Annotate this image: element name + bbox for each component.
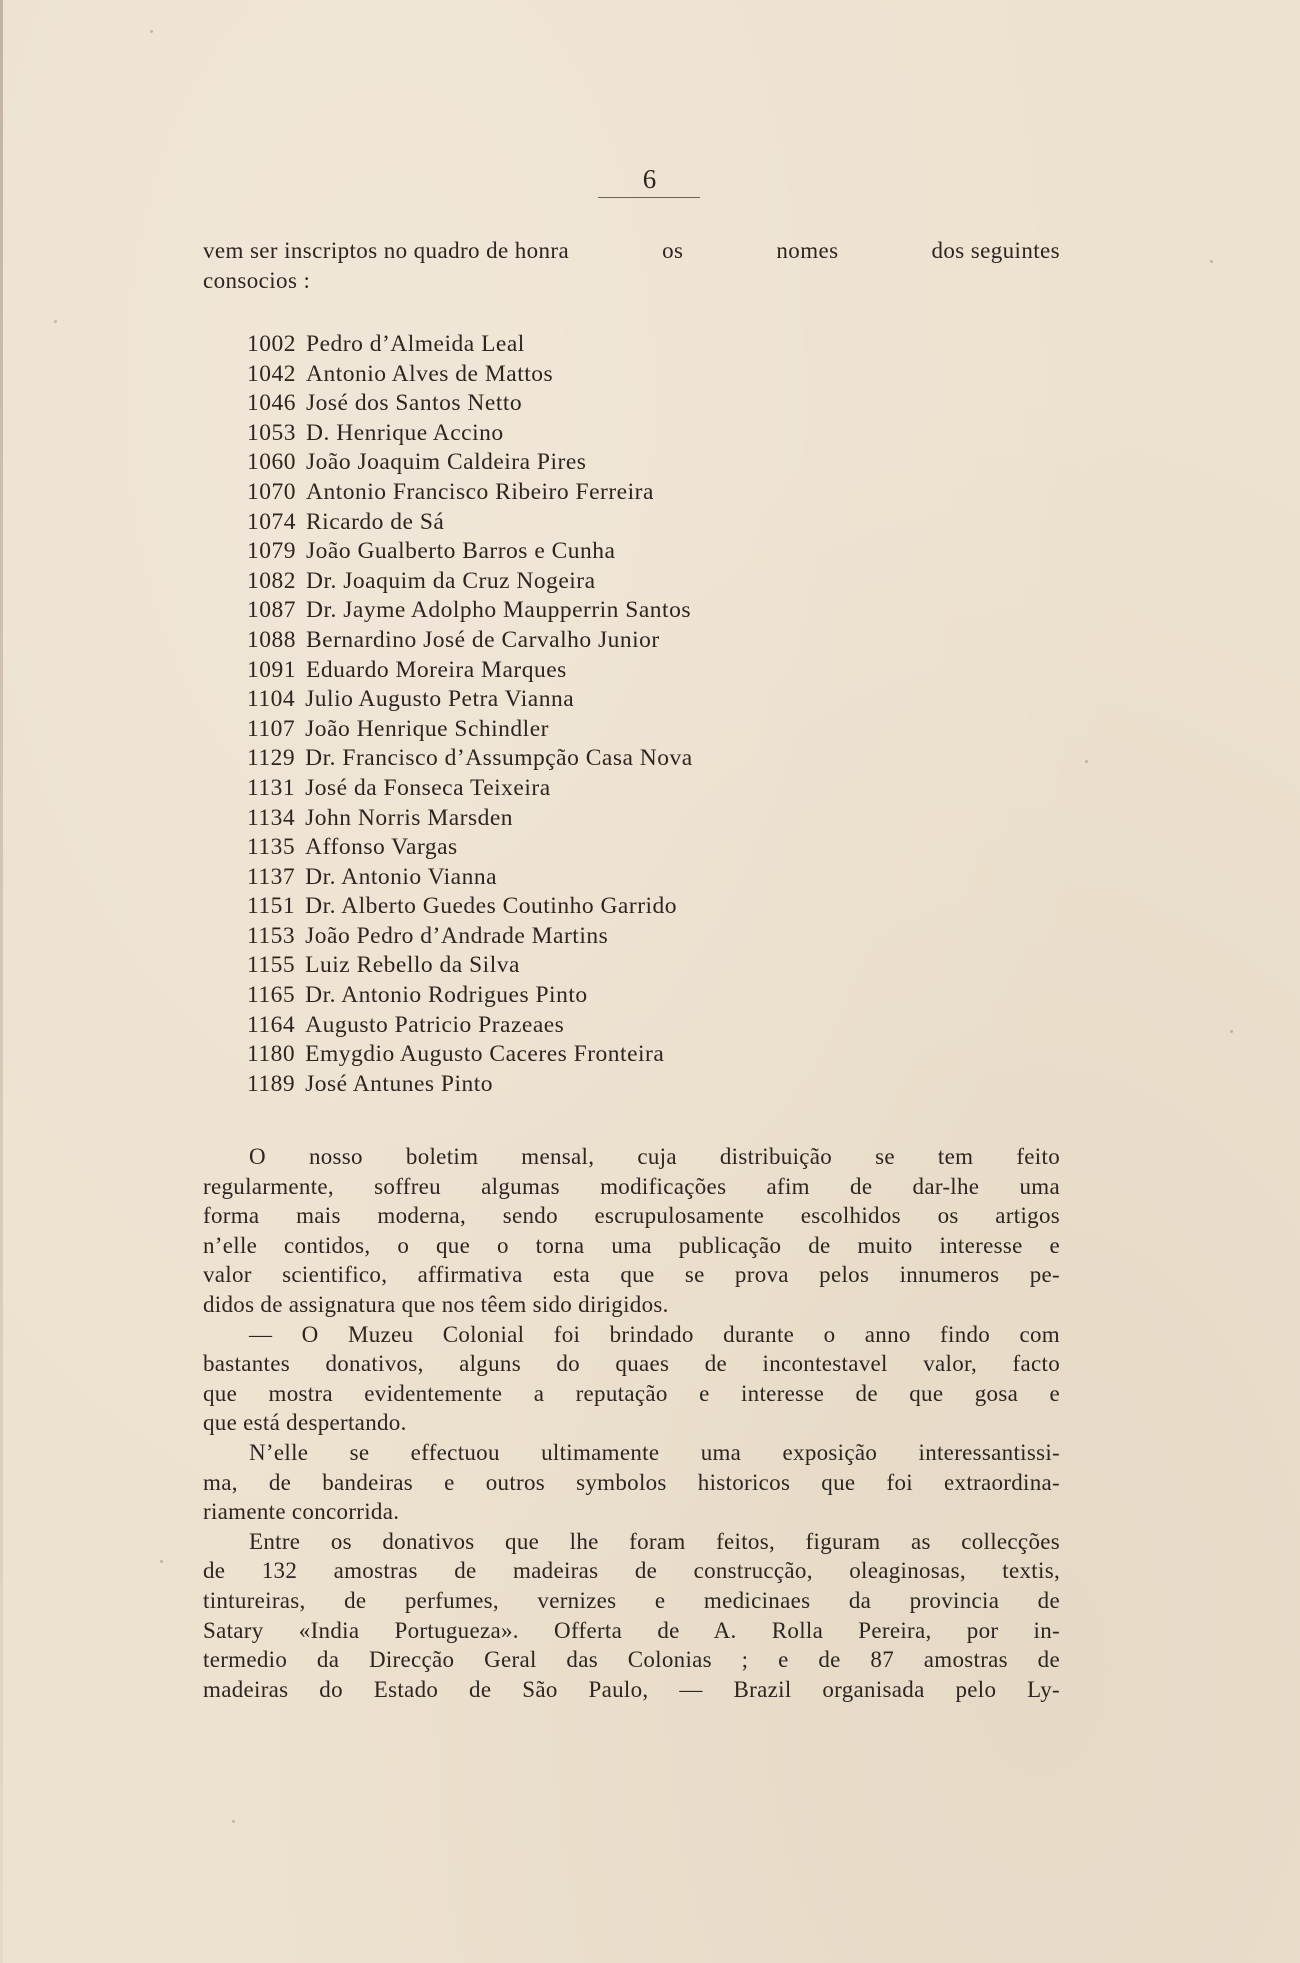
intro-line-1 [203,236,1060,266]
honour-roll-entry [247,774,947,804]
member-name: Eduardo Moreira Marques [306,656,567,683]
text-line: didos de assignatura que nos têem sido dirigidos. [203,1291,669,1317]
member-number: 1129 [247,745,296,772]
honour-roll-entry [247,448,947,478]
member-name: José dos Santos Netto [306,390,523,417]
honour-roll-entry [247,1070,947,1100]
intro-word-group: os [662,238,684,263]
honour-roll-entry [247,1040,947,1070]
honour-roll-entry [247,863,947,893]
text-line: Entre os donativos que lhe foram feitos, figuram as collecções [249,1528,1060,1554]
honour-roll-entry [247,478,947,508]
member-number: 1151 [247,893,296,920]
text-line: riamente concorrida. [203,1499,400,1525]
member-number: 1082 [247,567,296,594]
member-name: Dr. Joaquim da Cruz Nogeira [306,567,596,594]
text-line: madeiras do Estado de São Paulo, — Brazil organisada pelo Ly- [203,1676,1060,1702]
member-number: 1042 [247,360,296,387]
member-name: Emygdio Augusto Caceres Fronteira [305,1041,665,1068]
member-number: 1104 [247,686,296,713]
honour-roll-entry [247,892,947,922]
honour-roll-entry [247,508,947,538]
member-name: Dr. Jayme Adolpho Maupperrin Santos [306,597,691,624]
member-name: Antonio Alves de Mattos [306,360,554,387]
member-number: 1074 [247,508,296,535]
honour-roll-entry [247,389,947,419]
member-name: Dr. Antonio Vianna [305,863,498,890]
honour-roll-entry [247,744,947,774]
member-number: 1134 [247,804,296,831]
member-number: 1060 [247,449,296,476]
honour-roll-entry [247,981,947,1011]
text-line: bastantes donativos, alguns do quaes de incontestavel valor, facto [203,1351,1060,1377]
intro-word-group: nomes [776,238,839,263]
member-number: 1002 [247,331,296,357]
text-line: tintureiras, de perfumes, vernizes e medicinaes da provincia de [203,1587,1060,1613]
member-name: Ricardo de Sá [306,508,445,535]
honour-roll-entry [247,360,947,390]
member-name: Pedro d’Almeida Leal [306,331,525,357]
text-line: — O Muzeu Colonial foi brindado durante o anno findo com [249,1321,1060,1347]
member-number: 1180 [247,1041,296,1068]
member-number: 1088 [247,626,296,653]
member-name: José da Fonseca Teixeira [305,774,551,801]
intro-paragraph [203,236,1060,296]
member-number: 1189 [247,1070,296,1097]
member-name: João Gualberto Barros e Cunha [306,538,616,565]
page-number-rule [598,197,700,198]
text-line: valor scientifico, affirmativa esta que se prova pelos innumeros pe- [203,1262,1060,1288]
honour-roll-entry [247,685,947,715]
member-name: José Antunes Pinto [305,1070,494,1097]
intro-line-2: consocios : [203,268,311,293]
member-name: João Henrique Schindler [305,715,549,742]
honour-roll-entry [247,537,947,567]
page-edge-shadow [0,0,3,1963]
honour-roll-entry [247,1011,947,1041]
honour-roll-entry [247,951,947,981]
member-name: Affonso Vargas [305,834,458,861]
member-name: Bernardino José de Carvalho Junior [306,626,660,653]
honour-roll-entry [247,596,947,626]
body-paragraphs [203,1142,1060,1704]
member-number: 1046 [247,390,296,417]
member-number: 1155 [247,952,296,979]
text-line: n’elle contidos, o que o torna uma publicação de muito interesse e [203,1232,1060,1258]
member-name: D. Henrique Accino [306,419,504,446]
member-number: 1107 [247,715,296,742]
member-name: João Pedro d’Andrade Martins [305,922,609,949]
text-line: forma mais moderna, sendo escrupulosamente escolhidos os artigos [203,1203,1060,1229]
text-line: que está despertando. [203,1410,407,1436]
text-line: Satary «India Portugueza». Offerta de A. Rolla Pereira, por in- [203,1617,1060,1643]
member-number: 1131 [247,774,296,801]
member-name: Dr. Alberto Guedes Coutinho Garrido [305,893,678,920]
honour-roll-list [247,330,947,1099]
honour-roll-entry [247,833,947,863]
member-number: 1053 [247,419,296,446]
member-number: 1135 [247,834,296,861]
text-line: regularmente, soffreu algumas modificações afim de dar-lhe uma [203,1173,1060,1199]
member-number: 1165 [247,982,296,1009]
intro-word-group: vem ser inscriptos no quadro de honra [203,238,570,263]
text-line: ma, de bandeiras e outros symbolos historicos que foi extraordina- [203,1469,1060,1495]
text-line: de 132 amostras de madeiras de construcção, oleaginosas, textis, [203,1558,1060,1584]
honour-roll-entry [247,567,947,597]
member-name: Dr. Francisco d’Assumpção Casa Nova [305,745,693,772]
member-number: 1079 [247,538,296,565]
member-name: Augusto Patricio Prazeaes [305,1011,565,1038]
text-line: N’elle se effectuou ultimamente uma exposição interessantissi- [249,1439,1060,1465]
member-number: 1087 [247,597,296,624]
member-number: 1137 [247,863,296,890]
member-number: 1070 [247,478,296,505]
text-line: termedio da Direcção Geral das Colonias ; e de 87 amostras de [203,1647,1060,1673]
text-line: O nosso boletim mensal, cuja distribuição se tem feito [249,1144,1060,1169]
member-name: Julio Augusto Petra Vianna [305,686,575,713]
member-name: João Joaquim Caldeira Pires [306,449,587,476]
member-name: Antonio Francisco Ribeiro Ferreira [306,478,654,505]
honour-roll-entry [247,715,947,745]
intro-word-group: dos seguintes [931,238,1060,263]
text-line: que mostra evidentemente a reputação e interesse de que gosa e [203,1380,1060,1406]
page-number: 6 [642,164,658,194]
member-number: 1153 [247,922,296,949]
member-number: 1164 [247,1011,296,1038]
member-name: John Norris Marsden [305,804,514,831]
member-name: Luiz Rebello da Silva [305,952,520,979]
member-number: 1091 [247,656,296,683]
honour-roll-entry [247,419,947,449]
honour-roll-entry [247,804,947,834]
honour-roll-entry [247,656,947,686]
member-name: Dr. Antonio Rodrigues Pinto [305,982,588,1009]
honour-roll-entry [247,626,947,656]
honour-roll-entry [247,922,947,952]
honour-roll-entry [247,330,947,360]
